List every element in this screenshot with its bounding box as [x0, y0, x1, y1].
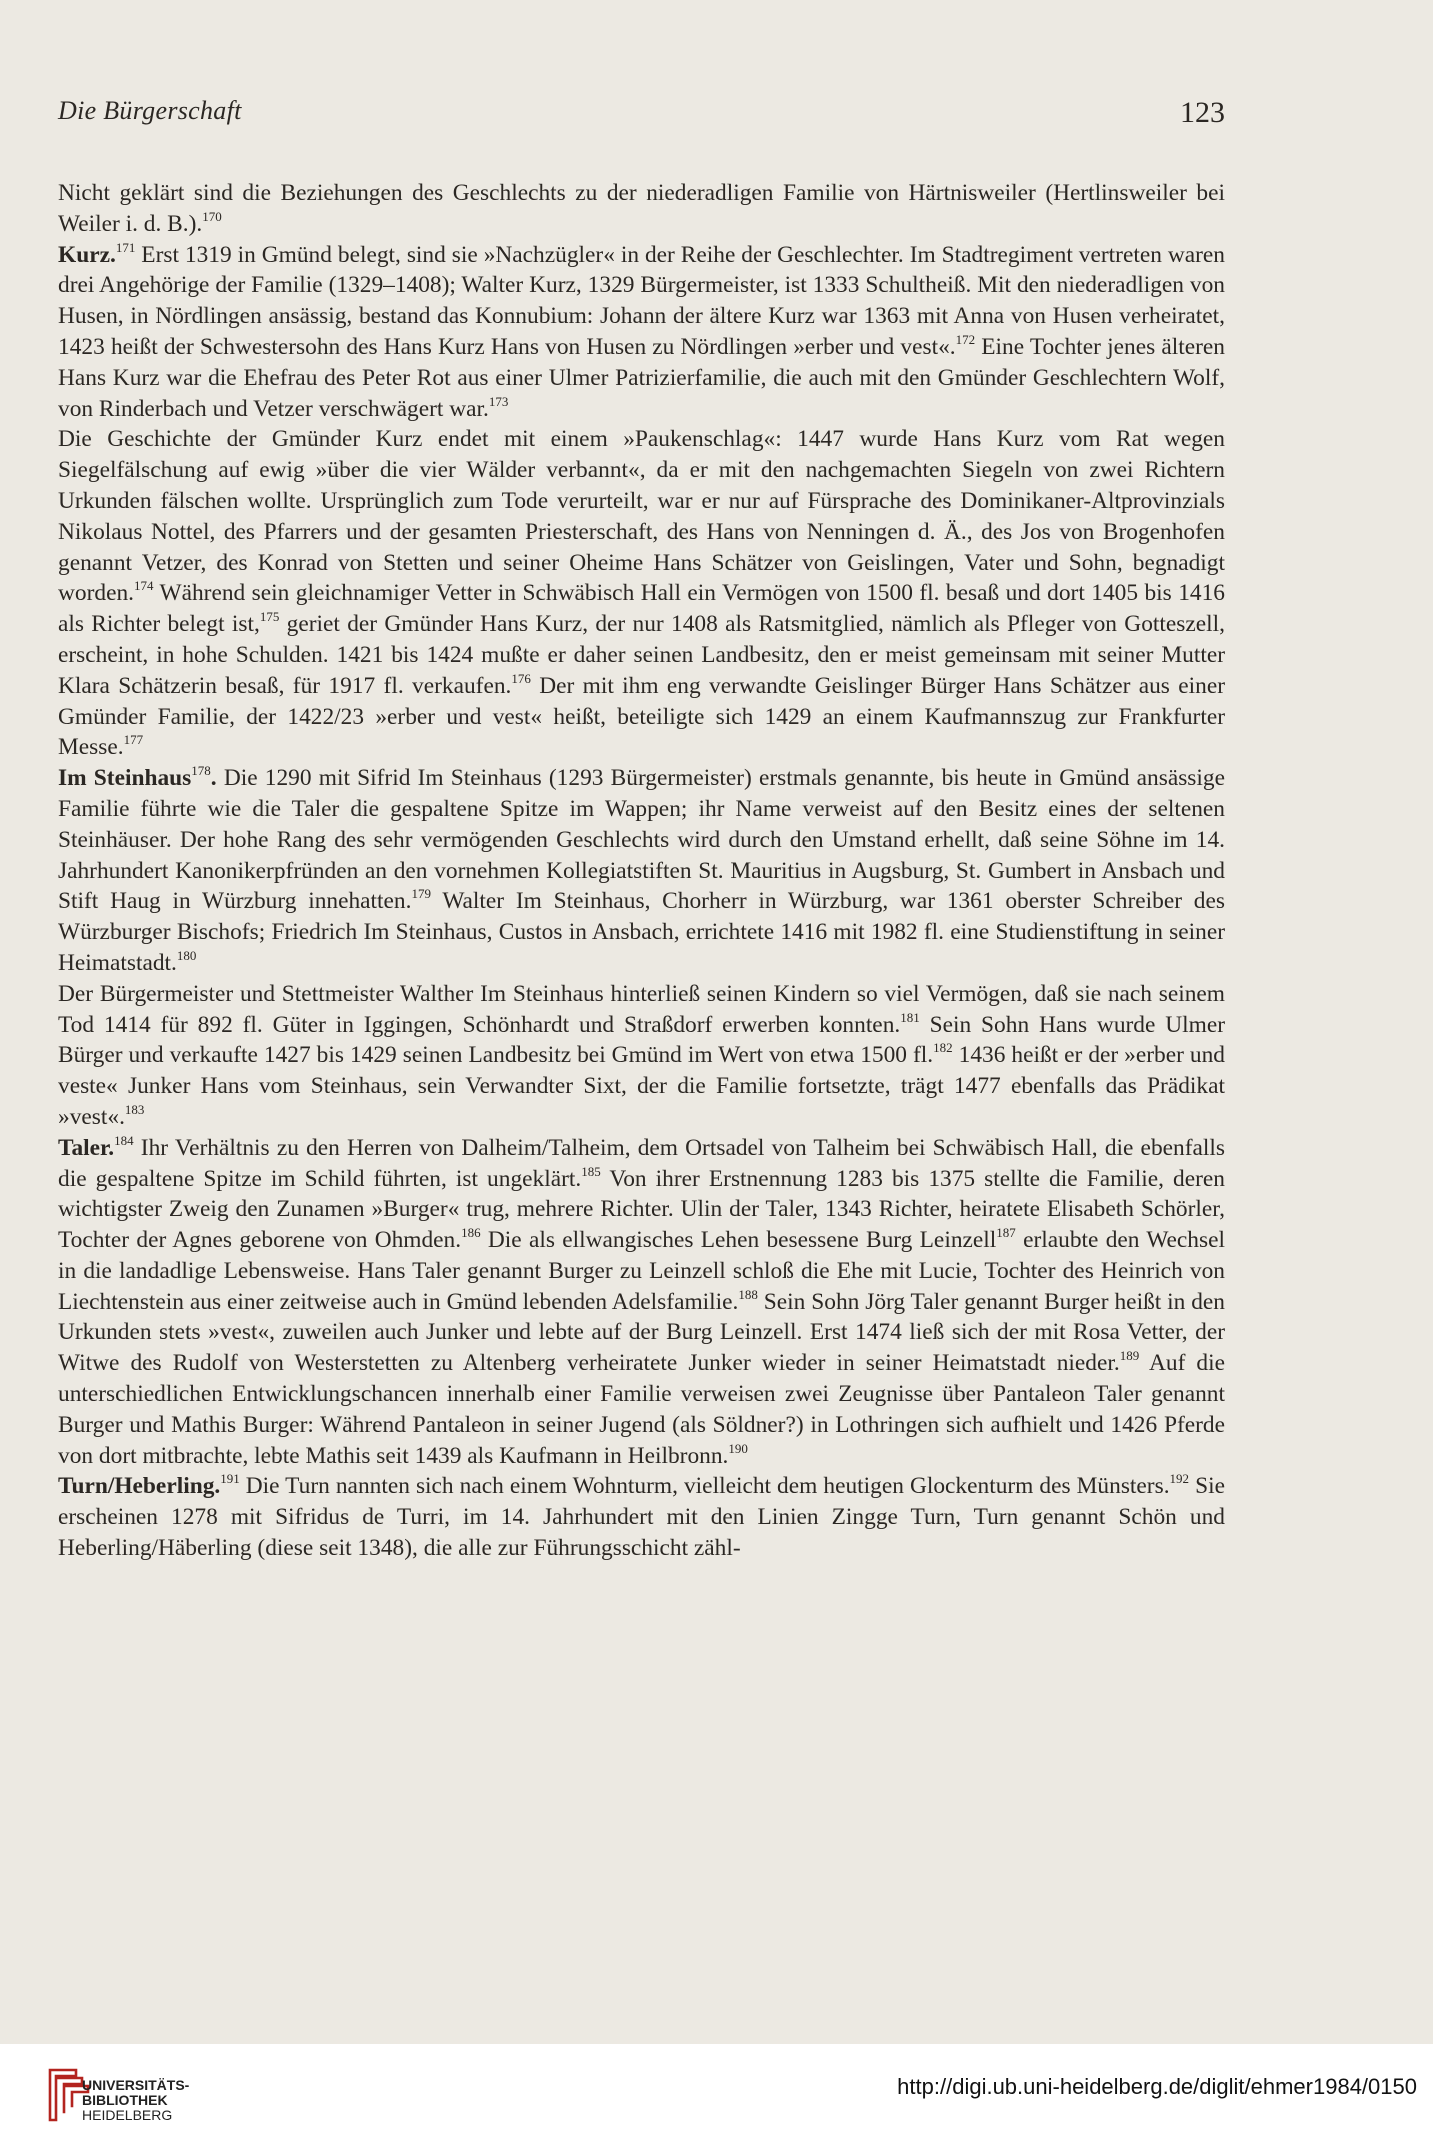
text-run: Ihr Verhältnis zu den Herren von Dalheim/Talheim, dem Ortsadel von Talheim bei Schwäbisch Hall, die ebenfalls die gespaltene Spitze im Schild führten, ist ungeklärt. [58, 1134, 1225, 1192]
footnote-ref: 190 [728, 1440, 748, 1456]
text-run: 1436 heißt er der »erber und veste« Junker Hans vom Steinhaus, sein Verwandter Sixt, der die Familie fortsetzte, trägt 1477 ebenfalls das Prädikat »vest«. [58, 1042, 1225, 1130]
paragraph [58, 1133, 1225, 1472]
text-run: erlaubte den Wechsel in die landadlige Lebensweise. Hans Taler genannt Burger zu Leinzell schloß die Ehe mit Lucie, Tochter des Heinrich von Liechtenstein aus einer zeitweise auch in Gmünd lebenden Adelsfamilie. [58, 1227, 1225, 1315]
footnote-ref: 188 [738, 1286, 758, 1302]
footnote-ref: 181 [900, 1009, 920, 1025]
paragraph [58, 763, 1225, 979]
footnote-ref: 183 [124, 1101, 145, 1117]
footnote-ref: 177 [123, 732, 144, 748]
footnote-ref: 171 [115, 239, 136, 255]
text-run: Von ihrer Erstnennung 1283 bis 1375 stellte die Familie, deren wichtigster Zweig den Zunamen »Burger« trug, mehrere Richter. Ulin der Taler, 1343 Richter, heiratete Elisabeth Schörler, Tochter der Agnes geborene von Ohmden. [58, 1165, 1225, 1254]
footnote-ref: 182 [933, 1040, 953, 1056]
text-run: Die als ellwangisches Lehen besessene Burg Leinzell [480, 1227, 997, 1254]
paragraph [58, 240, 1225, 425]
library-name-line2: BIBLIOTHEK [82, 2092, 168, 2108]
family-heading: Taler. [58, 1134, 115, 1161]
paragraph [58, 979, 1225, 1133]
text-run: Während sein gleichnamiger Vetter in Schwäbisch Hall ein Vermögen von 1500 fl. besaß und dort 1405 bis 1416 als Richter belegt ist, [58, 580, 1225, 638]
text-run: geriet der Gmünder Hans Kurz, der nur 1408 als Ratsmitglied, nämlich als Pfleger von Gotteszell, erscheint, in hohe Schulden. 1421 bis 1424 mußte er daher seinen Landbesitz, den er meist gemeinsam mit seiner Mutter Klara Schätzerin besaß, für 1917 fl. verkaufen. [58, 611, 1225, 699]
paragraph [58, 424, 1225, 763]
footnote-ref: 180 [176, 947, 197, 963]
text-run: Erst 1319 in Gmünd belegt, sind sie »Nachzügler« in der Reihe der Geschlechter. Im Stadtregiment vertreten waren drei Angehörige der Familie (1329–1408); Walter Kurz, 1329 Bürgermeister, ist 1333 Schultheiß. Mit den niederadligen von Husen, in Nördlingen ansässig, bestand das Konnubium: Johann der ältere Kurz war 1363 mit Anna von Husen verheiratet, 1423 heißt der Schwestersohn des Hans Kurz Hans von Husen zu Nördlingen »erber und vest«. [58, 241, 1225, 360]
footnote-ref: 187 [996, 1225, 1016, 1241]
footnote-ref: 175 [259, 609, 280, 625]
text-run: Der Bürgermeister und Stettmeister Walther Im Steinhaus hinterließ seinen Kindern so viel Vermögen, daß sie nach seinem Tod 1414 für 892 fl. Güter in Iggingen, Schönhardt und Straßdorf erwerben konnten. [58, 980, 1225, 1038]
library-name-line3: HEIDELBERG [82, 2107, 173, 2123]
text-run: Der mit ihm eng verwandte Geislinger Bürger Hans Schätzer aus einer Gmünder Familie, der 1422/23 »erber und vest« heißt, beteiligte sich 1429 an einem Kaufmannszug zur Frankfurter Messe. [58, 672, 1225, 761]
text-run: Auf die unterschiedlichen Entwicklungschancen innerhalb einer Familie verweisen zwei Zeugnisse über Pantaleon Taler genannt Burger und Mathis Burger: Während Pantaleon in seiner Jugend (als Söldner?) in Lothringen sich aufhielt und 1426 Pferde von dort mitbrachte, lebte Mathis seit 1439 als Kaufmann in Heilbronn. [58, 1350, 1225, 1469]
footnote-ref: 184 [114, 1132, 134, 1148]
footnote-ref: 192 [1169, 1471, 1190, 1487]
text-run: Die 1290 mit Sifrid Im Steinhaus (1293 Bürgermeister) erstmals genannte, bis heute in Gmünd ansässige Familie führte wie die Taler die gespaltene Spitze im Wappen; ihr Name verweist auf den Besitz eines der seltenen Steinhäuser. Der hohe Rang des sehr vermögenden Geschlechts wird durch den Umstand erhellt, daß seine Söhne im 14. Jahrhundert Kanonikerpfründen an den vornehmen Kollegiatstiften St. Mauritius in Augsburg, St. Gumbert in Ansbach und Stift Haug in Würzburg innehatten. [58, 765, 1225, 915]
family-heading: . [210, 765, 217, 792]
running-title: Die Bürgerschaft [58, 96, 242, 125]
text-run: Eine Tochter jenes älteren Hans Kurz war die Ehefrau des Peter Rot aus einer Ulmer Patrizierfamilie, die auch mit den Gmünder Geschlechtern Wolf, von Rinderbach und Vetzer verschwägert war. [58, 333, 1225, 422]
page-header [58, 96, 1225, 136]
footnote-ref: 172 [955, 331, 976, 347]
text-run: Sein Sohn Hans wurde Ulmer Bürger und verkaufte 1427 bis 1429 seinen Landbesitz bei Gmünd im Wert von etwa 1500 fl. [58, 1011, 1225, 1069]
footnote-ref: 189 [1119, 1348, 1140, 1364]
footnote-ref: 173 [488, 393, 509, 409]
digitization-footer [0, 2044, 1433, 2147]
footnote-ref: 179 [411, 886, 431, 902]
footnote-ref: 170 [202, 208, 222, 224]
text-run: Die Turn nannten sich nach einem Wohnturm, vielleicht dem heutigen Glockenturm des Münsters. [239, 1473, 1170, 1500]
source-url[interactable]: http://digi.ub.uni-heidelberg.de/diglit/ehmer1984/0150 [897, 2074, 1417, 2099]
family-heading: Turn/Heberling. [58, 1473, 221, 1500]
text-run: Walter Im Steinhaus, Chorherr in Würzburg, war 1361 oberster Schreiber des Würzburger Bischofs; Friedrich Im Steinhaus, Custos in Ansbach, errichtete 1416 mit 1982 fl. eine Studienstiftung in seiner Heimatstadt. [58, 888, 1225, 976]
text-run: Nicht geklärt sind die Beziehungen des Geschlechts zu der niederadligen Familie von Härtnisweiler (Hertlinsweiler bei Weiler i. d. B.). [58, 180, 1225, 237]
footnote-ref: 185 [581, 1163, 601, 1179]
text-run: Sie erscheinen 1278 mit Sifridus de Turri, im 14. Jahrhundert mit den Linien Zingge Turn, Turn genannt Schön und Heberling/Häberling (diese seit 1348), die alle zur Führungsschicht zähl- [58, 1473, 1225, 1562]
footnote-ref: 176 [511, 670, 531, 686]
library-name-line1: UNIVERSITÄTS- [82, 2077, 190, 2093]
footnote-ref: 186 [461, 1225, 481, 1241]
family-heading: Im Steinhaus [58, 765, 192, 792]
body-text [58, 178, 1225, 1564]
text-run: Die Geschichte der Gmünder Kurz endet mit einem »Paukenschlag«: 1447 wurde Hans Kurz vom Rat wegen Siegelfälschung auf ewig »über die vier Wälder verbannt«, da er mit den nachgemachten Siegeln von zwei Richtern Urkunden fälschen wollte. Ursprünglich zum Tode verurteilt, war er nur auf Fürsprache des Dominikaner-Altprovinzials Nikolaus Nottel, des Pfarrers und der gesamten Priesterschaft, des Hans von Nenningen d. Ä., des Jos von Brogenhofen genannt Vetzer, des Konrad von Stetten und seiner Oheime Hans Schätzer von Geislingen, Vater und Sohn, begnadigt worden. [58, 426, 1225, 607]
footnote-ref: 174 [134, 578, 154, 594]
footnote-ref: 191 [220, 1471, 240, 1487]
text-run: Sein Sohn Jörg Taler genannt Burger heißt in den Urkunden stets »vest«, zuweilen auch Junker und lebte auf der Burg Leinzell. Erst 1474 ließ sich der mit Rosa Vetter, der Witwe des Rudolf von Westerstetten zu Altenberg verheiratete Junker wieder in seiner Heimatstadt nieder. [58, 1288, 1225, 1377]
page-number: 123 [1180, 96, 1225, 129]
paragraph [58, 178, 1225, 240]
footnote-ref: 178 [191, 763, 211, 779]
paragraph [58, 1471, 1225, 1563]
library-name [82, 2078, 189, 2123]
family-heading: Kurz. [58, 241, 116, 268]
